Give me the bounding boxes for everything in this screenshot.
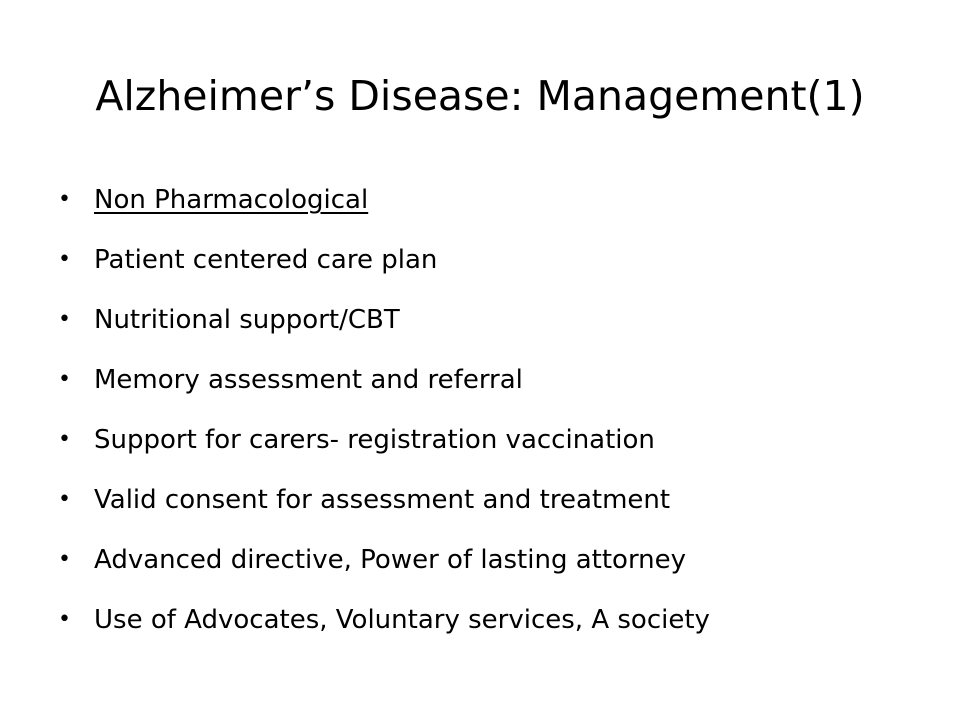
bullet-item — [58, 530, 928, 590]
bullet-list — [58, 170, 928, 650]
bullet-text: Use of Advocates, Voluntary services, A society — [94, 605, 710, 635]
bullet-text: Memory assessment and referral — [94, 365, 523, 395]
bullet-item — [58, 230, 928, 290]
bullet-icon: • — [58, 307, 71, 332]
bullet-item — [58, 590, 928, 650]
bullet-item — [58, 170, 928, 230]
bullet-icon: • — [58, 487, 71, 512]
bullet-icon: • — [58, 187, 71, 212]
slide-title: Alzheimer’s Disease: Management(1) — [95, 72, 865, 120]
bullet-icon: • — [58, 367, 71, 392]
bullet-item — [58, 290, 928, 350]
bullet-icon: • — [58, 547, 71, 572]
bullet-item — [58, 350, 928, 410]
bullet-text: Support for carers- registration vaccination — [94, 425, 655, 455]
bullet-text-heading: Non Pharmacological — [94, 185, 369, 215]
bullet-text: Valid consent for assessment and treatment — [94, 485, 671, 515]
bullet-item — [58, 410, 928, 470]
bullet-text: Nutritional support/CBT — [94, 305, 400, 335]
bullet-text: Patient centered care plan — [94, 245, 438, 275]
bullet-icon: • — [58, 427, 71, 452]
bullet-text: Advanced directive, Power of lasting attorney — [94, 545, 687, 575]
bullet-icon: • — [58, 247, 71, 272]
bullet-item — [58, 470, 928, 530]
bullet-icon: • — [58, 607, 71, 632]
